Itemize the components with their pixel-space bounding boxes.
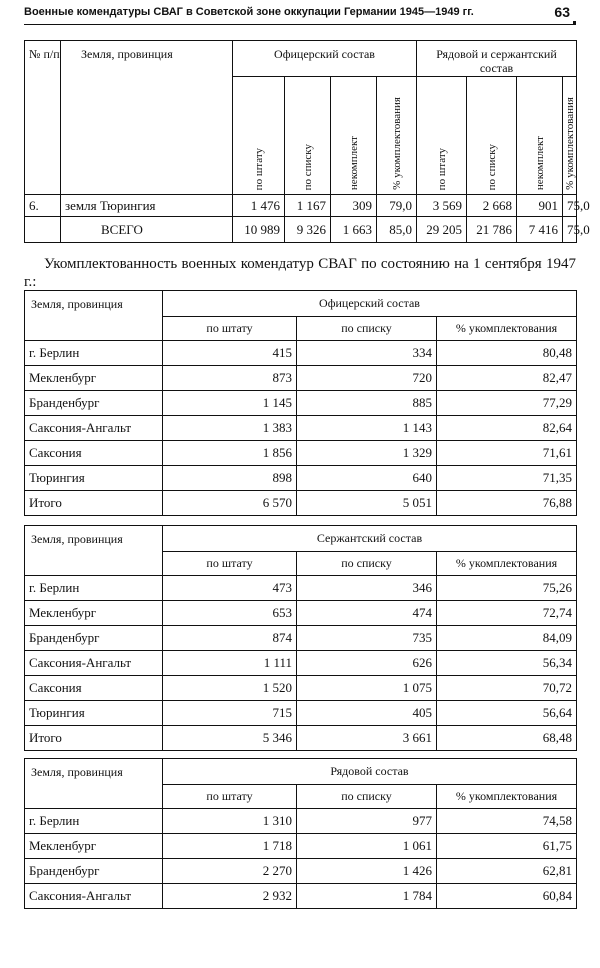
subcol-header: по штату [163, 552, 297, 576]
cell-value: 7 416 [517, 217, 563, 243]
cell-value: 71,35 [437, 466, 577, 491]
cell-value: 873 [163, 366, 297, 391]
subcol-header: по штату [163, 785, 297, 809]
cell-value: 474 [297, 601, 437, 626]
cell-value: 61,75 [437, 834, 577, 859]
cell-value: 79,0 [377, 195, 417, 217]
row-land: Бранденбург [25, 391, 163, 416]
cell-value: 82,64 [437, 416, 577, 441]
subcol-header: % укомплектования [437, 785, 577, 809]
row-land: Саксония-Ангальт [25, 651, 163, 676]
cell-value: 720 [297, 366, 437, 391]
cell-value: 653 [163, 601, 297, 626]
cell-value: 68,48 [437, 726, 577, 751]
cell-value: 1 476 [233, 195, 285, 217]
cell-value: 1 784 [297, 884, 437, 909]
cell-value: 626 [297, 651, 437, 676]
cell-value: 898 [163, 466, 297, 491]
subcol-header: % укомплектования [437, 552, 577, 576]
cell-value: 82,47 [437, 366, 577, 391]
cell-value: 901 [517, 195, 563, 217]
cell-value: 1 663 [331, 217, 377, 243]
header-rule [24, 24, 576, 25]
cell-value: 70,72 [437, 676, 577, 701]
table-row [25, 341, 577, 366]
row-land: земля Тюрингия [61, 195, 233, 217]
cell-value: 72,74 [437, 601, 577, 626]
subcol-header: по штату [163, 317, 297, 341]
subcol-header: по штату [417, 77, 467, 195]
row-land: Бранденбург [25, 626, 163, 651]
subcol-header: % укомплектования [377, 77, 417, 195]
cell-value: 76,88 [437, 491, 577, 516]
row-land: г. Берлин [25, 576, 163, 601]
table-row [25, 491, 577, 516]
cell-value: 2 932 [163, 884, 297, 909]
row-land: Саксония-Ангальт [25, 884, 163, 909]
table-row [25, 601, 577, 626]
table-row [25, 676, 577, 701]
table-row [25, 391, 577, 416]
cell-value: 10 989 [233, 217, 285, 243]
row-land: Бранденбург [25, 859, 163, 884]
cell-value: 3 661 [297, 726, 437, 751]
group-header-ranks: Рядовой и сержантский состав [417, 41, 577, 77]
cell-value: 75,26 [437, 576, 577, 601]
cell-value: 309 [331, 195, 377, 217]
col-header-land: Земля, провинция [25, 526, 163, 576]
cell-value: 2 668 [467, 195, 517, 217]
cell-value: 874 [163, 626, 297, 651]
table-row [25, 195, 577, 217]
table-row-total [25, 217, 577, 243]
subcol-header: по списку [285, 77, 331, 195]
cell-value: 334 [297, 341, 437, 366]
table-row [25, 651, 577, 676]
row-number: 6. [25, 195, 61, 217]
running-header [24, 4, 576, 22]
cell-value: 1 383 [163, 416, 297, 441]
row-land: г. Берлин [25, 341, 163, 366]
cell-value: 75,0 [563, 217, 577, 243]
cell-value: 1 143 [297, 416, 437, 441]
cell-value: 1 061 [297, 834, 437, 859]
row-number [25, 217, 61, 243]
row-land: Тюрингия [25, 466, 163, 491]
cell-value: 640 [297, 466, 437, 491]
subcol-header: по списку [297, 317, 437, 341]
row-land: Саксония-Ангальт [25, 416, 163, 441]
cell-value: 71,61 [437, 441, 577, 466]
row-land: Мекленбург [25, 601, 163, 626]
cell-value: 735 [297, 626, 437, 651]
cell-value: 84,09 [437, 626, 577, 651]
table-row [25, 859, 577, 884]
cell-value: 473 [163, 576, 297, 601]
cell-value: 415 [163, 341, 297, 366]
cell-value: 405 [297, 701, 437, 726]
row-land: Итого [25, 726, 163, 751]
table-officers [24, 290, 577, 516]
col-header-land: Земля, провинция [61, 41, 233, 195]
cell-value: 1 167 [285, 195, 331, 217]
cell-value: 9 326 [285, 217, 331, 243]
cell-value: 6 570 [163, 491, 297, 516]
section-caption: Укомплектованность военных комендатур СВАГ по состоянию на 1 сентября 1947 г.: [24, 256, 576, 290]
cell-value: 85,0 [377, 217, 417, 243]
cell-value: 2 270 [163, 859, 297, 884]
cell-value: 1 111 [163, 651, 297, 676]
row-land: Тюрингия [25, 701, 163, 726]
cell-value: 1 718 [163, 834, 297, 859]
table-row [25, 466, 577, 491]
table-row [25, 366, 577, 391]
cell-value: 1 075 [297, 676, 437, 701]
cell-value: 56,34 [437, 651, 577, 676]
subcol-header: по списку [467, 77, 517, 195]
subcol-header: некомплект [331, 77, 377, 195]
row-land: Итого [25, 491, 163, 516]
cell-value: 80,48 [437, 341, 577, 366]
row-land: г. Берлин [25, 809, 163, 834]
cell-value: 1 856 [163, 441, 297, 466]
cell-value: 1 145 [163, 391, 297, 416]
table-row [25, 626, 577, 651]
row-land: ВСЕГО [61, 217, 233, 243]
cell-value: 60,84 [437, 884, 577, 909]
cell-value: 1 520 [163, 676, 297, 701]
col-header-number: № п/п [25, 41, 61, 195]
group-header: Офицерский состав [163, 291, 577, 317]
cell-value: 29 205 [417, 217, 467, 243]
cell-value: 1 310 [163, 809, 297, 834]
cell-value: 5 051 [297, 491, 437, 516]
row-land: Саксония [25, 676, 163, 701]
group-header: Сержантский состав [163, 526, 577, 552]
running-header-title: Военные комендатуры СВАГ в Советской зоне оккупации Германии 1945—1949 гг. [24, 6, 474, 18]
subcol-header: некомплект [517, 77, 563, 195]
group-header-officers: Офицерский состав [233, 41, 417, 77]
page-number: 63 [554, 4, 570, 20]
cell-value: 977 [297, 809, 437, 834]
subcol-header: по списку [297, 552, 437, 576]
cell-value: 346 [297, 576, 437, 601]
cell-value: 62,81 [437, 859, 577, 884]
col-header-land: Земля, провинция [25, 291, 163, 341]
table-staffing-summary [24, 40, 590, 243]
table-row [25, 416, 577, 441]
cell-value: 5 346 [163, 726, 297, 751]
table-sergeants [24, 525, 577, 751]
table-row [25, 441, 577, 466]
cell-value: 74,58 [437, 809, 577, 834]
table-row [25, 834, 577, 859]
row-land: Саксония [25, 441, 163, 466]
cell-value: 1 426 [297, 859, 437, 884]
subcol-header: по штату [233, 77, 285, 195]
subcol-header: по списку [297, 785, 437, 809]
subcol-header: % укомплектования [437, 317, 577, 341]
cell-value: 21 786 [467, 217, 517, 243]
cell-value: 56,64 [437, 701, 577, 726]
cell-value: 3 569 [417, 195, 467, 217]
cell-value: 77,29 [437, 391, 577, 416]
cell-value: 75,0 [563, 195, 577, 217]
table-row [25, 884, 577, 909]
cell-value: 1 329 [297, 441, 437, 466]
row-land: Мекленбург [25, 366, 163, 391]
table-row [25, 576, 577, 601]
table-row [25, 726, 577, 751]
table-row [25, 701, 577, 726]
cell-value: 715 [163, 701, 297, 726]
subcol-header: % укомплектования [563, 77, 577, 195]
row-land: Мекленбург [25, 834, 163, 859]
table-privates [24, 758, 577, 909]
col-header-land: Земля, провинция [25, 759, 163, 809]
group-header: Рядовой состав [163, 759, 577, 785]
table-row [25, 809, 577, 834]
cell-value: 885 [297, 391, 437, 416]
